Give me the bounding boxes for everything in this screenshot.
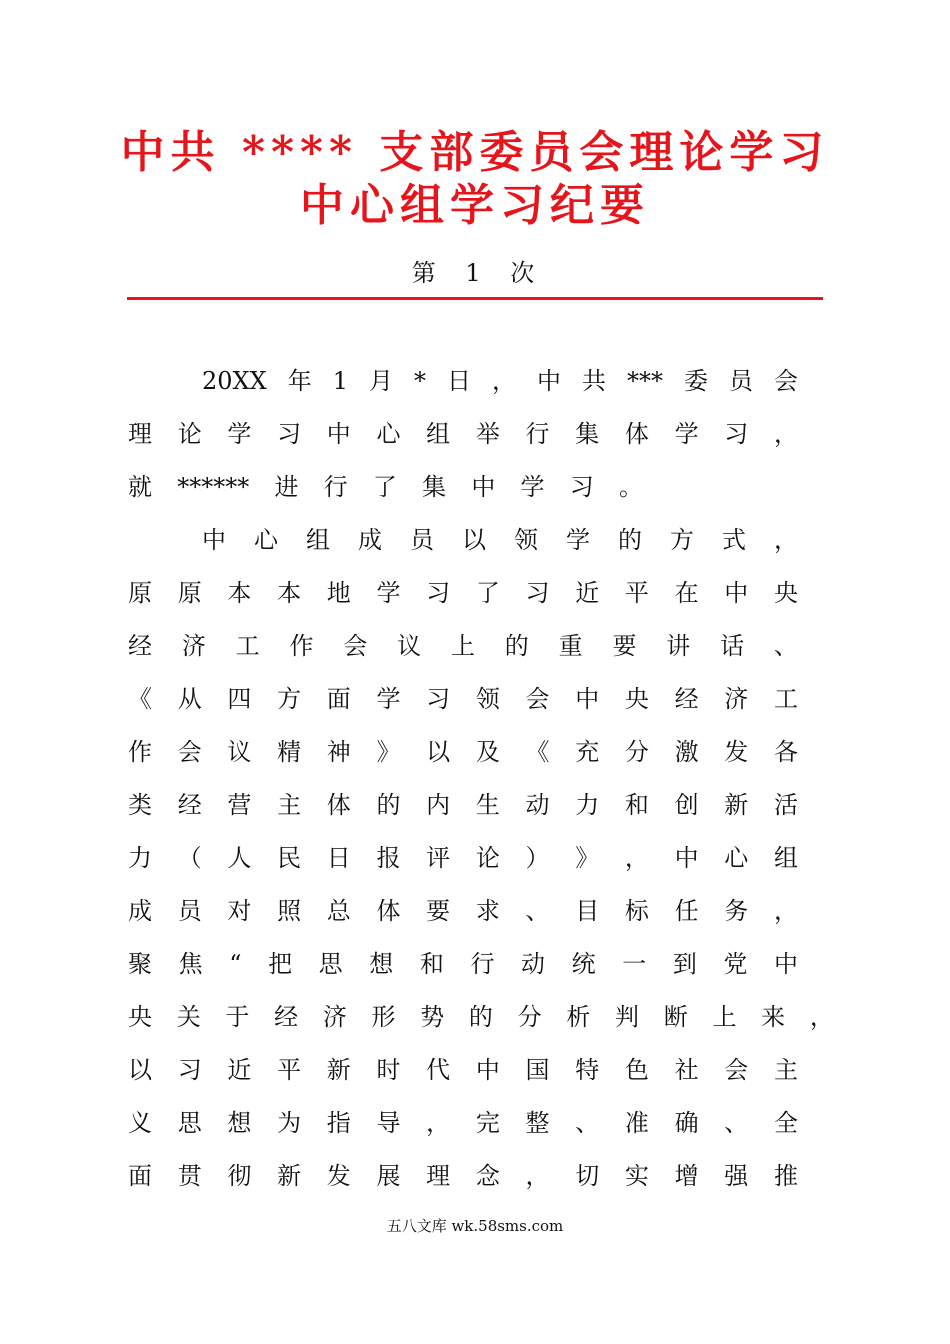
text-char: 力 <box>128 844 152 872</box>
text-line <box>128 414 798 454</box>
text-char: 形 <box>371 1003 396 1031</box>
text-char: 于 <box>225 1003 250 1031</box>
text-char: 类 <box>128 791 152 819</box>
text-line <box>202 520 798 560</box>
text-char: 生 <box>475 791 500 819</box>
text-char: 主 <box>277 791 302 819</box>
text-line <box>128 944 798 984</box>
text-char: 准 <box>624 1109 649 1137</box>
text-char: 组 <box>306 526 330 554</box>
text-char: 充 <box>575 738 600 766</box>
text-char: 成 <box>358 526 382 554</box>
text-char: 任 <box>674 897 699 925</box>
text-char: 展 <box>376 1162 401 1190</box>
text-char: 增 <box>674 1162 699 1190</box>
text-char: 领 <box>475 685 500 713</box>
text-char: ， <box>492 367 516 395</box>
text-char: ， <box>774 526 798 554</box>
text-char: 济 <box>181 632 206 660</box>
text-char: 就 <box>128 473 152 501</box>
text-line <box>128 467 643 507</box>
text-char: 济 <box>724 685 749 713</box>
text-char: 强 <box>724 1162 749 1190</box>
text-char: 体 <box>376 897 401 925</box>
text-char: 、 <box>525 897 550 925</box>
issue-number: 第 1 次 <box>411 259 539 287</box>
text-char: 中 <box>202 526 226 554</box>
text-char: 全 <box>773 1109 798 1137</box>
text-char: 力 <box>575 791 600 819</box>
text-line <box>128 573 798 613</box>
text-char: 《 <box>525 738 550 766</box>
text-char: 进 <box>274 473 299 501</box>
text-char: 年 <box>287 367 312 395</box>
text-char: 到 <box>672 950 697 978</box>
text-line <box>202 361 798 401</box>
text-char: *** <box>627 367 663 395</box>
text-char: 切 <box>575 1162 600 1190</box>
text-char: 央 <box>624 685 649 713</box>
text-char: 近 <box>575 579 600 607</box>
text-line <box>128 1050 798 1090</box>
text-char: 思 <box>318 950 343 978</box>
text-char: 会 <box>724 1056 749 1084</box>
text-char: 判 <box>615 1003 640 1031</box>
document-title-line-2: 中心组学习纪要 <box>300 180 650 231</box>
text-char: 总 <box>326 897 351 925</box>
text-char: 习 <box>177 1056 202 1084</box>
text-char: 义 <box>128 1109 152 1137</box>
text-char: 《 <box>128 685 152 713</box>
text-char: 照 <box>277 897 302 925</box>
text-char: 对 <box>227 897 252 925</box>
text-char: 理 <box>128 420 152 448</box>
text-char: 和 <box>419 950 444 978</box>
text-char: 员 <box>177 897 202 925</box>
text-char: ， <box>624 844 649 872</box>
text-char: 标 <box>624 897 649 925</box>
text-char: 集 <box>422 473 447 501</box>
text-char: 上 <box>712 1003 737 1031</box>
text-char: 色 <box>624 1056 649 1084</box>
text-char: 的 <box>504 632 529 660</box>
text-char: 彻 <box>227 1162 252 1190</box>
text-char: 面 <box>326 685 351 713</box>
text-char: 创 <box>674 791 699 819</box>
text-line <box>128 1103 798 1143</box>
text-char: 一 <box>622 950 647 978</box>
text-char: （ <box>177 844 202 872</box>
text-char: 评 <box>426 844 451 872</box>
text-char: 习 <box>426 579 451 607</box>
text-char: 指 <box>326 1109 351 1137</box>
text-char: ） <box>525 844 550 872</box>
text-char: 月 <box>369 367 393 395</box>
text-char: 议 <box>397 632 422 660</box>
text-char: 集 <box>575 420 600 448</box>
text-char: 日 <box>326 844 351 872</box>
text-char: ， <box>773 897 798 925</box>
text-char: 济 <box>322 1003 347 1031</box>
text-char: 的 <box>376 791 401 819</box>
text-char: 中 <box>475 1056 500 1084</box>
text-char: 国 <box>525 1056 550 1084</box>
text-char: 面 <box>128 1162 152 1190</box>
text-char: 推 <box>773 1162 798 1190</box>
text-char: 完 <box>475 1109 500 1137</box>
text-char: 议 <box>227 738 252 766</box>
text-char: 要 <box>612 632 637 660</box>
text-char: 统 <box>571 950 596 978</box>
text-char: 原 <box>177 579 202 607</box>
text-char: 实 <box>624 1162 649 1190</box>
text-char: 平 <box>277 1056 302 1084</box>
text-char: 会 <box>774 367 798 395</box>
text-char: 行 <box>470 950 495 978</box>
text-char: 中 <box>326 420 351 448</box>
text-line <box>128 679 798 719</box>
text-char: 党 <box>723 950 748 978</box>
text-char: 中 <box>575 685 600 713</box>
text-char: 习 <box>277 420 302 448</box>
text-char: 论 <box>475 844 500 872</box>
text-char: 激 <box>674 738 699 766</box>
text-char: 本 <box>277 579 302 607</box>
text-char: 领 <box>514 526 538 554</box>
text-char: 组 <box>426 420 451 448</box>
text-char: 会 <box>343 632 368 660</box>
text-char: 新 <box>724 791 749 819</box>
text-char: 作 <box>128 738 152 766</box>
text-char: 经 <box>674 685 699 713</box>
text-char: 论 <box>177 420 202 448</box>
text-char: 整 <box>525 1109 550 1137</box>
text-char: 和 <box>624 791 649 819</box>
text-char: 》 <box>575 844 600 872</box>
text-char: 求 <box>475 897 500 925</box>
text-char: 分 <box>624 738 649 766</box>
text-char: 行 <box>525 420 550 448</box>
text-char: 话 <box>720 632 745 660</box>
text-char: 动 <box>525 791 550 819</box>
text-char: 中 <box>724 579 749 607</box>
text-char: 目 <box>575 897 600 925</box>
text-char: 导 <box>376 1109 401 1137</box>
text-char: 分 <box>517 1003 542 1031</box>
text-char: 日 <box>447 367 471 395</box>
text-line <box>128 997 834 1037</box>
text-char: 中 <box>537 367 561 395</box>
text-char: 委 <box>684 367 708 395</box>
text-char: 心 <box>724 844 749 872</box>
text-char: 及 <box>475 738 500 766</box>
text-char: 聚 <box>128 950 152 978</box>
text-char: ， <box>426 1109 451 1137</box>
text-char: 想 <box>227 1109 252 1137</box>
text-char: 地 <box>326 579 351 607</box>
text-char: 学 <box>566 526 590 554</box>
text-char: 方 <box>670 526 694 554</box>
text-char: 原 <box>128 579 152 607</box>
text-char: 中 <box>774 950 798 978</box>
text-line <box>128 785 798 825</box>
text-char: 心 <box>254 526 278 554</box>
text-char: 断 <box>663 1003 688 1031</box>
text-char: 共 <box>582 367 606 395</box>
text-char: 贯 <box>177 1162 202 1190</box>
text-char: 精 <box>277 738 302 766</box>
text-char: 发 <box>326 1162 351 1190</box>
text-char: 央 <box>773 579 798 607</box>
text-char: 近 <box>227 1056 252 1084</box>
text-char: 新 <box>277 1162 302 1190</box>
text-char: 员 <box>410 526 434 554</box>
text-line <box>128 1156 798 1196</box>
text-char: 以 <box>128 1056 152 1084</box>
text-line <box>128 838 798 878</box>
text-char: 要 <box>426 897 451 925</box>
text-char: 体 <box>326 791 351 819</box>
text-char: 学 <box>376 579 401 607</box>
text-char: 习 <box>569 473 594 501</box>
text-char: 内 <box>426 791 451 819</box>
text-char: 为 <box>277 1109 302 1137</box>
text-char: 析 <box>566 1003 591 1031</box>
text-char: ， <box>773 420 798 448</box>
text-char: 了 <box>372 473 397 501</box>
text-char: 举 <box>475 420 500 448</box>
text-char: 成 <box>128 897 152 925</box>
text-char: 四 <box>227 685 252 713</box>
text-char: 学 <box>674 420 699 448</box>
text-char: 发 <box>724 738 749 766</box>
text-char: 理 <box>426 1162 451 1190</box>
text-char: 焦 <box>178 950 203 978</box>
text-char: 从 <box>177 685 202 713</box>
text-line <box>128 732 798 772</box>
text-char: 重 <box>558 632 583 660</box>
text-char: 势 <box>420 1003 445 1031</box>
text-char: 特 <box>575 1056 600 1084</box>
text-char: 会 <box>177 738 202 766</box>
text-char: 央 <box>128 1003 152 1031</box>
text-char: 代 <box>426 1056 451 1084</box>
text-line <box>128 891 798 931</box>
text-char: 心 <box>376 420 401 448</box>
text-char: 、 <box>724 1109 749 1137</box>
text-char: 工 <box>235 632 260 660</box>
text-char: 平 <box>624 579 649 607</box>
text-char: 组 <box>773 844 798 872</box>
text-char: 作 <box>289 632 314 660</box>
text-char: 神 <box>326 738 351 766</box>
text-char: 》 <box>376 738 401 766</box>
text-char: ****** <box>177 473 250 501</box>
text-char: 的 <box>618 526 642 554</box>
text-char: 会 <box>525 685 550 713</box>
text-char: ， <box>809 1003 834 1031</box>
text-char: 习 <box>724 420 749 448</box>
text-char: 经 <box>128 632 152 660</box>
text-char: 关 <box>176 1003 201 1031</box>
text-char: 工 <box>773 685 798 713</box>
text-char: 本 <box>227 579 252 607</box>
text-char: 以 <box>426 738 451 766</box>
text-char: 上 <box>450 632 475 660</box>
text-char: 动 <box>521 950 546 978</box>
text-char: 活 <box>773 791 798 819</box>
text-char: 体 <box>624 420 649 448</box>
text-char: 以 <box>462 526 486 554</box>
text-char: 确 <box>674 1109 699 1137</box>
text-line <box>128 626 798 666</box>
text-char: 1 <box>332 367 348 395</box>
text-char: ， <box>525 1162 550 1190</box>
text-char: 社 <box>674 1056 699 1084</box>
text-char: 念 <box>475 1162 500 1190</box>
text-char: 式 <box>722 526 746 554</box>
text-char: 报 <box>376 844 401 872</box>
text-char: 经 <box>177 791 202 819</box>
text-char: 行 <box>323 473 348 501</box>
footer-watermark: 五八文库 wk.58sms.com <box>386 1217 564 1235</box>
text-char: * <box>414 367 426 395</box>
text-char: 20XX <box>202 367 267 395</box>
text-char: 时 <box>376 1056 401 1084</box>
text-char: 在 <box>674 579 699 607</box>
document-title-line-1: 中共 **** 支部委员会理论学习 <box>120 127 830 178</box>
text-char: 营 <box>227 791 252 819</box>
text-char: 中 <box>471 473 496 501</box>
text-char: 学 <box>227 420 252 448</box>
text-char: 经 <box>274 1003 299 1031</box>
text-char: 来 <box>761 1003 786 1031</box>
text-char: 学 <box>376 685 401 713</box>
text-char: 。 <box>618 473 643 501</box>
text-char: 民 <box>277 844 302 872</box>
text-char: 的 <box>468 1003 493 1031</box>
text-char: 、 <box>773 632 798 660</box>
text-char: 、 <box>575 1109 600 1137</box>
text-char: 人 <box>227 844 252 872</box>
text-char: 思 <box>177 1109 202 1137</box>
text-char: 主 <box>773 1056 798 1084</box>
text-char: 各 <box>773 738 798 766</box>
red-divider <box>127 297 823 300</box>
text-char: 习 <box>525 579 550 607</box>
text-char: 讲 <box>666 632 691 660</box>
text-char: 方 <box>277 685 302 713</box>
text-char: 学 <box>520 473 545 501</box>
text-char: 把 <box>268 950 293 978</box>
text-char: 员 <box>729 367 753 395</box>
text-char: 了 <box>475 579 500 607</box>
text-char: 中 <box>674 844 699 872</box>
text-char: 习 <box>426 685 451 713</box>
text-char: “ <box>229 950 242 978</box>
text-char: 务 <box>724 897 749 925</box>
text-char: 新 <box>326 1056 351 1084</box>
text-char: 想 <box>369 950 394 978</box>
